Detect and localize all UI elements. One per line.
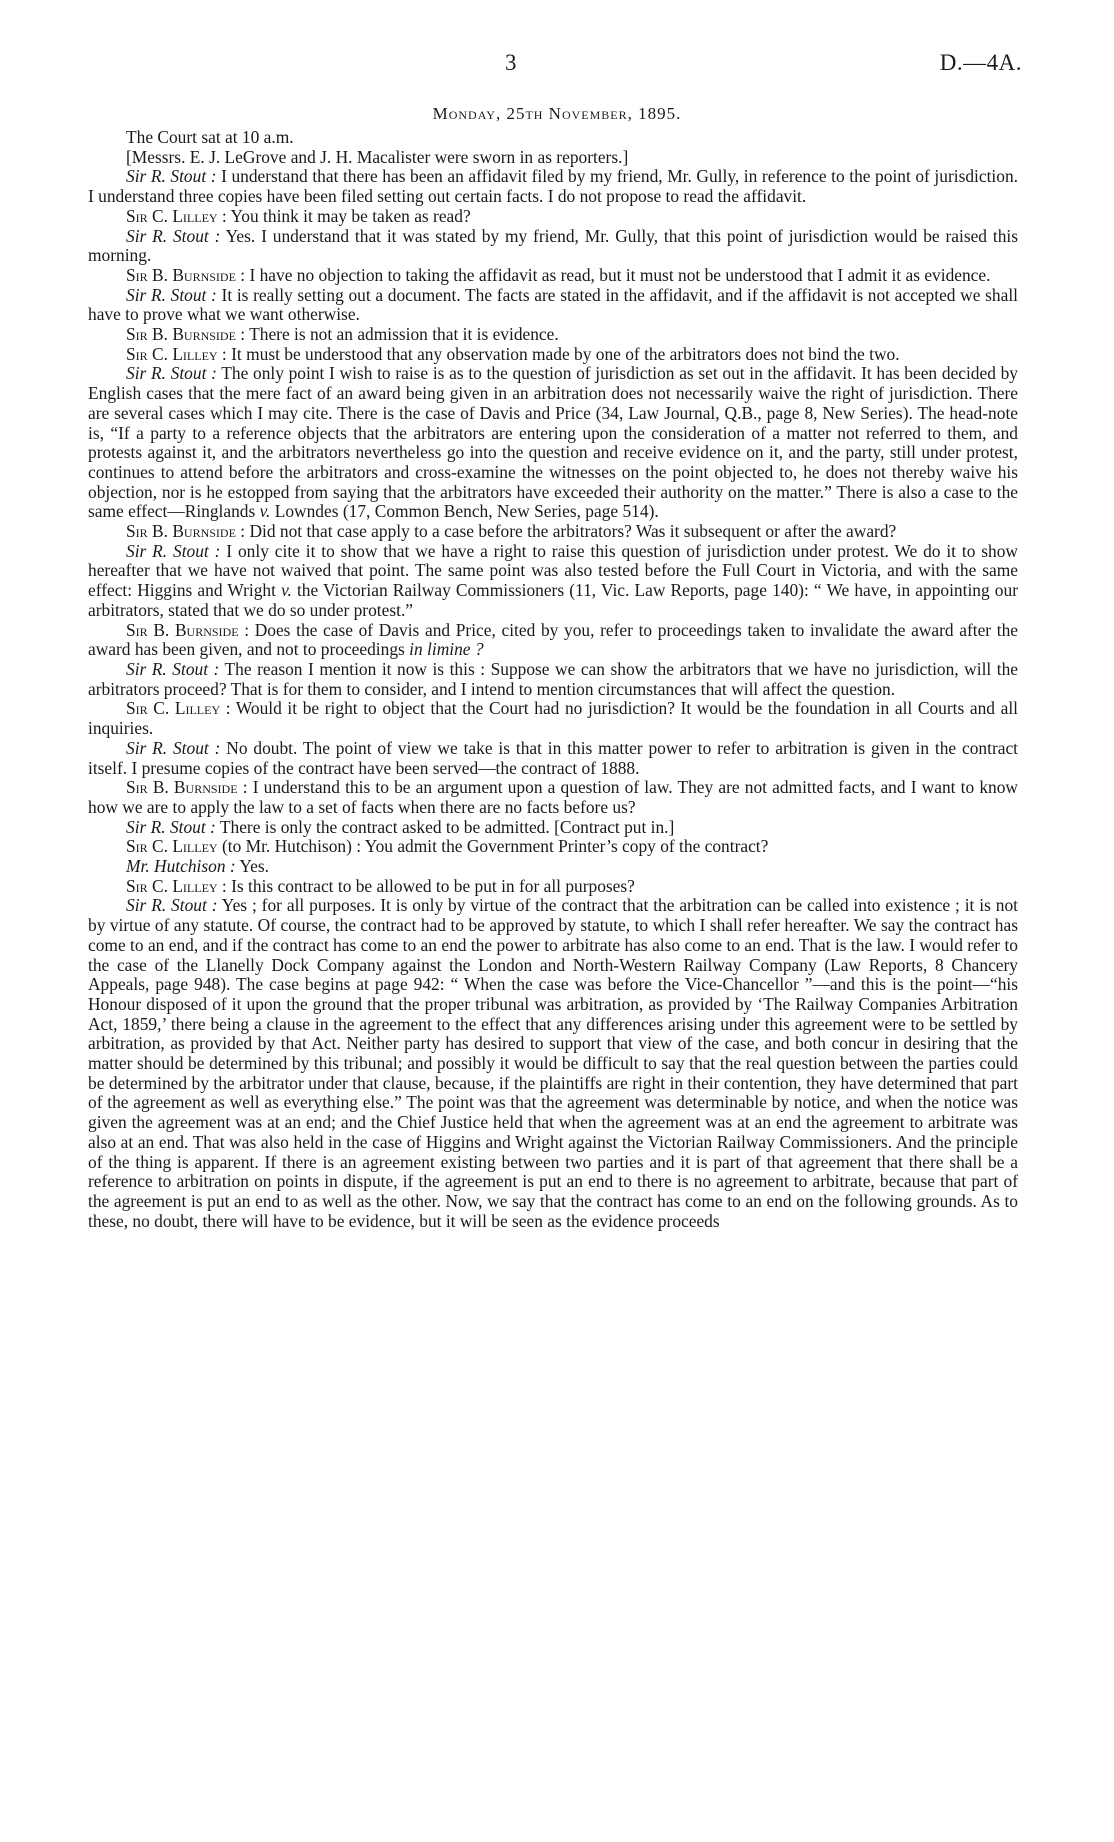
transcript-paragraph [88,345,1018,365]
transcript-paragraph [88,148,1018,168]
transcript-paragraph [88,167,1018,206]
page-number: 3 [505,50,517,75]
speaker-label: Sir C. Lilley : [126,205,227,226]
paragraph-text: Yes. [235,856,270,877]
paragraph-text: Yes ; for all purposes. It is only by virtue of the contract that the arbitration can be called into existence ; it is not by virtue of any statute. Of course, the contract had to be approved by statute, to which I shall refer hereafter. We say the contract has come to an end, and if the contract has come to an end the power to arbitrate has also come to an end. That is the law. I would refer to the case of the Llanelly Dock Company against the London and North-Western Railway Company (Law Reports, 8 Chancery Appeals, page 948). The case begins at page 942: “ When the case was before the Vice-Chancellor ”—and this is the point—“his Honour disposed of it upon the ground that the proper tribunal was arbitration, as provided by ‘The Railway Companies Arbitration Act, 1859,’ there being a clause in the agreement to the effect that any differences arising under this agreement were to be settled by arbitration, as provided by that Act. Neither party has desired to support that view of the case, and both concur in desiring that the matter should be determined by this tribunal; and possibly it would be difficult to say that the real question between the parties could be determined by the arbitrator under that clause, because, if the plaintiffs are right in their contention, they have determined that part of the agreement as well as everything else.” The point was that the agreement was determinable by notice, and when the notice was given the agreement was at an end; and the Chief Justice held that when the agreement was at an end the agreement to arbitrate was also at an end. That was also held in the case of Higgins and Wright against the Victorian Railway Commissioners. And the principle of the thing is apparent. If there is an agreement existing between two parties and it is part of that agreement that there shall be a reference to arbitration on points in dispute, if the agreement is put an end to there is no agreement to arbitrate, because that part of the agreement is put an end to as well as the other. Now, we say that the contract has come to an end on the following grounds. As to these, no doubt, there will have to be evidence, but it will be seen as the evidence proceeds [88,895,1018,1231]
transcript-paragraph [88,896,1018,1231]
transcript-paragraph [88,266,1018,286]
transcript-paragraph [88,699,1018,738]
transcript-paragraph [88,522,1018,542]
paragraph-text: Lowndes (17, Common Bench, New Series, page 514). [270,501,659,522]
paragraph-text: (to Mr. Hutchison) : You admit the Government Printer’s copy of the contract? [217,836,769,857]
page-header [0,50,1114,84]
transcript-paragraph [88,542,1018,621]
transcript-body [88,128,1018,1231]
paragraph-text: Yes. I understand that it was stated by my friend, Mr. Gully, that this point of jurisdiction would be raised this morning. [88,225,1018,266]
paragraph-text: There is not an admission that it is evidence. [245,324,559,345]
speaker-label: in limine ? [409,639,484,660]
paragraph-text: You think it may be taken as read? [226,205,471,226]
paragraph-text: The reason I mention it now is this : Suppose we can show the arbitrators that we have no jurisdiction, will the arbitrators proceed? That is for them to consider, and I intend to mention circumstances that will affect the question. [88,658,1018,699]
transcript-paragraph [88,660,1018,699]
speaker-label: Sir B. Burnside : [126,619,250,640]
speaker-label: Sir C. Lilley : [126,343,227,364]
paragraph-text: No doubt. The point of view we take is that in this matter power to refer to arbitration is given in the contract itself. I presume copies of the contract have been served—the contract of 1888. [88,737,1018,778]
transcript-paragraph [88,778,1018,817]
transcript-paragraph [88,857,1018,877]
transcript-paragraph [88,325,1018,345]
paragraph-text: I have no objection to taking the affidavit as read, but it must not be understood that I admit it as evidence. [245,264,991,285]
speaker-label: v. [259,501,271,522]
transcript-paragraph [88,286,1018,325]
paragraph-text: Would it be right to object that the Court had no jurisdiction? It would be the foundation in all Courts and all inquiries. [88,698,1018,739]
paragraph-text: the Victorian Railway Commissioners (11, Vic. Law Reports, page 140): “ We have, in appointing our arbitrators, stated that we do so under protest.” [88,580,1018,620]
speaker-label: Sir C. Lilley : [126,875,227,896]
speaker-label: Sir C. Lilley [126,836,218,857]
paragraph-text: There is only the contract asked to be admitted. [Contract put in.] [215,816,675,837]
sitting-date-heading: Monday, 25th November, 1895. [432,104,682,123]
transcript-paragraph [88,207,1018,227]
paragraph-text: It is really setting out a document. The facts are stated in the affidavit, and if the affidavit is not accepted we shall have to prove what we want otherwise. [88,284,1018,325]
speaker-label: Sir R. Stout : [126,284,217,305]
speaker-label: Sir B. Burnside : [126,324,246,345]
transcript-paragraph [88,739,1018,778]
speaker-label: Sir R. Stout : [126,658,220,679]
paragraph-text: The only point I wish to raise is as to the question of jurisdiction as set out in the affidavit. It has been decided by English cases that the mere fact of an award being given in an arbitration does not necessarily waive the right of jurisdiction. There are several cases which I may cite. There is the case of Davis and Price (34, Law Journal, Q.B., page 8, New Series). The head-note is, “If a party to a reference objects that the arbitrators are entering upon the consideration of a matter not referred to them, and protests against it, and the arbitrators nevertheless go into the question and receive evidence on it, and the party, still under protest, continues to attend before the arbitrators and cross-examine the witnesses on the point objected to, he does not thereby waive his objection, nor is he estopped from saying that the arbitrators have exceeded their authority on the matter.” There is also a case to the same effect—Ringlands [88,363,1018,522]
paragraph-text: The Court sat at 10 a.m. [126,127,294,147]
paragraph-text: I understand that there has been an affidavit filed by my friend, Mr. Gully, in reference to the point of jurisdiction. I understand three copies have been filed setting out certain facts. I do not propose to read the affidavit. [88,166,1018,207]
paragraph-text: [Messrs. E. J. LeGrove and J. H. Macalister were sworn in as reporters.] [126,146,629,167]
document-reference: D.—4A. [939,50,1022,75]
paragraph-text: Does the case of Davis and Price, cited by you, refer to proceedings taken to invalidate the award after the award has been given, and not to proceedings [88,619,1018,660]
paragraph-text: I only cite it to show that we have a right to raise this question of jurisdiction under protest. We do it to show hereafter that we have not waived that point. The same point was also tested before the Full Court in Victoria, and with the same effect: Higgins and Wright [88,540,1018,601]
transcript-paragraph [88,128,1018,148]
speaker-label: Sir R. Stout : [126,737,221,758]
speaker-label: v. [281,580,292,601]
transcript-paragraph [88,227,1018,266]
transcript-paragraph [88,364,1018,522]
paragraph-text: It must be understood that any observation made by one of the arbitrators does not bind the two. [226,343,900,364]
transcript-paragraph [88,837,1018,857]
speaker-label: Sir R. Stout : [126,540,221,561]
paragraph-text: Did not that case apply to a case before the arbitrators? Was it subsequent or after the award? [245,521,897,542]
transcript-paragraph [88,877,1018,897]
speaker-label: Sir B. Burnside : [126,521,246,542]
speaker-label: Sir B. Burnside : [126,264,246,285]
speaker-label: Sir B. Burnside : [126,777,248,798]
paragraph-text: I understand this to be an argument upon a question of law. They are not admitted facts, and I want to know how we are to apply the law to a set of facts when there are no facts before us? [88,777,1018,817]
speaker-label: Sir C. Lilley : [126,698,231,719]
speaker-label: Sir R. Stout : [126,895,218,916]
speaker-label: Sir R. Stout : [126,225,221,246]
speaker-label: Sir R. Stout : [126,166,217,187]
speaker-label: Sir R. Stout : [126,363,217,384]
speaker-label: Mr. Hutchison : [126,856,236,877]
paragraph-text: Is this contract to be allowed to be put in for all purposes? [226,875,635,896]
transcript-paragraph [88,818,1018,838]
transcript-paragraph [88,621,1018,660]
speaker-label: Sir R. Stout : [126,816,216,837]
